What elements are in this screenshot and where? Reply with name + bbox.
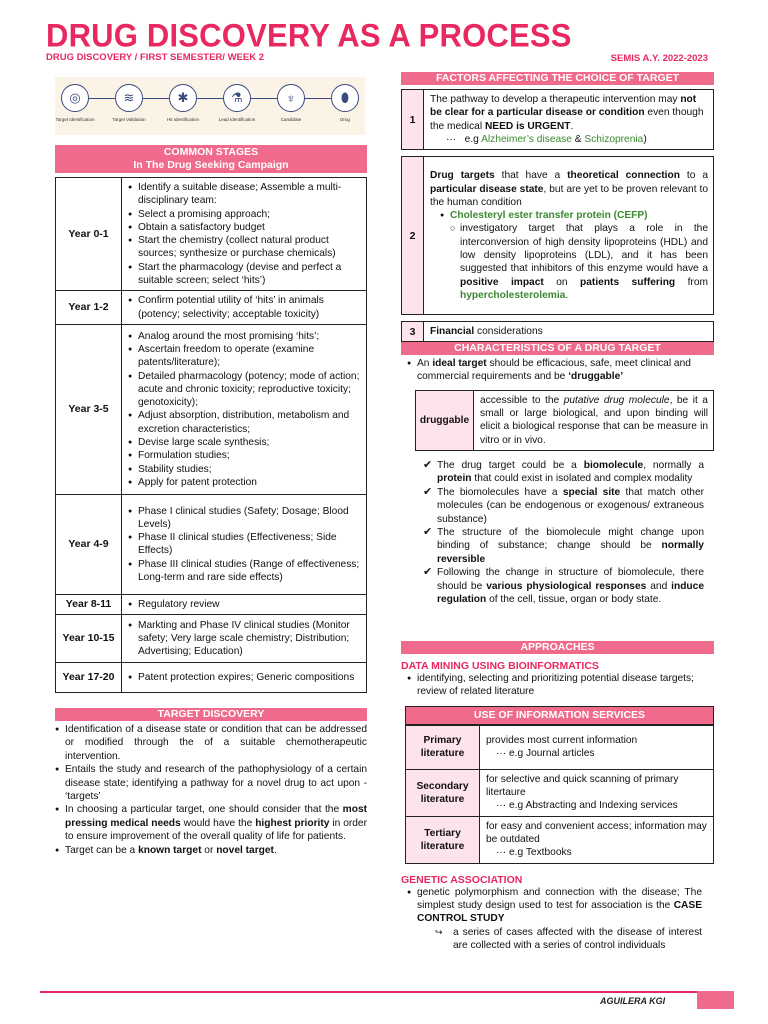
stage-year: Year 0-1 [56,178,122,291]
genetic-heading: GENETIC ASSOCIATION [401,873,523,886]
page-subtitle: DRUG DISCOVERY / FIRST SEMESTER/ WEEK 2 [46,52,265,63]
list-item: ● Identification of a disease state or condition that can be addressed or modified through the of a suitable chemotherapeutic intervention. [55,723,367,763]
info-services-block [405,706,714,864]
characteristics-heading: CHARACTERISTICS OF A DRUG TARGET [401,342,714,355]
approaches-section [401,641,714,953]
factor-2-text: Drug targets that have a theoretical connection to a particular disease state, but are yet to be proven relevant to the human condition ● Cholesteryl ester transfer protein (CEFP) ○ investigatory target that plays a role in the interconversion of high density lipoproteins (HDL) and low density lipoproteins (LDL), and it has been suggested that inhibitors of this enzyme would have a positive impact on patients suffering from hypercholesterolemia. [424,157,714,315]
info-services-table [405,725,714,864]
list-item: ● In choosing a particular target, one should consider that the most pressing medical needs would have the highest priority in order to ensure improvement of the overall quality of life for patients. [55,803,367,843]
ellipsis-icon: ··· [496,847,510,859]
pipeline-step-label: Drug [340,117,350,122]
target-icon: ◎ [61,84,89,112]
molecule-icon: ✱ [169,84,197,112]
list-item: ● genetic polymorphism and connection with the disease; The simplest study design used to test for association is the CASE CONTROL STUDY ↪ a series of cases affected with the disease of interest are collected with a series of control individuals [407,886,702,953]
table-row [406,769,714,816]
list-item: ● Start the pharmacology (devise and perfect a suitable screen; select ‘hits’) [128,261,361,288]
stage-tasks [122,594,367,614]
info-description [480,769,714,816]
stage-tasks [122,324,367,494]
factors-table [401,89,714,150]
factor-number: 3 [402,322,424,342]
target-discovery-section [55,708,367,857]
info-example: ··· e.g Textbooks [496,847,572,859]
info-description [480,816,714,863]
footer-line [40,991,734,993]
semester-label: SEMIS A.Y. 2022-2023 [610,53,708,64]
characteristics-list [423,459,714,606]
list-item: ● Regulatory review [128,598,361,611]
info-services-heading: USE OF INFORMATION SERVICES [405,706,714,725]
pipeline-step-label: Target Validation [112,117,146,122]
table-row [406,725,714,769]
info-example: ··· e.g Journal articles [496,748,595,760]
stages-heading-line1: COMMON STAGES [163,146,259,158]
stage-year: Year 1-2 [56,291,122,325]
list-item: ● Phase II clinical studies (Effectiveness; Side Effects) [128,531,361,558]
stage-tasks [122,663,367,693]
list-item: ● Apply for patent protection [128,476,361,489]
pipeline-step-label: Lead Identification [218,117,256,122]
list-item: ● Formulation studies; [128,449,361,462]
stage-tasks [122,178,367,291]
druggable-table [415,390,714,451]
table-row [56,615,367,663]
characteristics-section [401,342,714,606]
stage-tasks [122,615,367,663]
stage-tasks [122,494,367,594]
pipeline-step-label: Target Identification [55,117,95,122]
stage-year: Year 10-15 [56,615,122,663]
genetic-list [407,886,714,953]
table-row [56,324,367,494]
target-discovery-heading: TARGET DISCOVERY [55,708,367,721]
list-item: ● Entails the study and research of the pathophysiology of a certain disease state; identifying a pathway for a novel drug to act upon - ‘targets’ [55,763,367,803]
factor-number: 2 [402,157,424,315]
target-discovery-list [55,723,367,857]
info-example: ··· e.g Abstracting and Indexing services [496,800,678,812]
dna-icon: ≋ [115,84,143,112]
list-item: ● Patent protection expires; Generic compositions [128,671,361,684]
list-item: ● Detailed pharmacology (potency; mode of action; acute and chronic toxicity; reproductive toxicity; genotoxicity); [128,370,361,410]
ellipsis-icon: ··· [496,748,510,760]
pipeline-step-label: Hit Identification [166,117,200,122]
info-desc-text: for selective and quick scanning of primary litertaure [486,773,679,799]
list-item: ● Select a promising approach; [128,208,361,221]
factors-table-2 [401,156,714,315]
info-desc-text: provides most current information [486,735,638,747]
list-item: ✔ Following the change in structure of biomolecule, there should be various physiological responses and induce regulation of the cell, tissue, organ or body state. [423,566,704,606]
ellipsis-icon: ··· [496,800,510,812]
list-item: ● Identify a suitable disease; Assemble a multi-disciplinary team: [128,181,361,208]
pill-icon: ⬮ [331,84,359,112]
list-item: ● Devise large scale synthesis; [128,436,361,449]
info-label: Secondary literature [406,769,480,816]
list-item: ● Analog around the most promising ‘hits’; [128,330,361,343]
page-title: DRUG DISCOVERY AS A PROCESS [46,17,572,54]
flask-icon: ⚗ [223,84,251,112]
list-item: ● Phase III clinical studies (Range of effectiveness; Long-term and rare side effects) [128,558,361,585]
stage-year: Year 8-11 [56,594,122,614]
list-item: ● Obtain a satisfactory budget [128,221,361,234]
factors-table-3 [401,321,714,342]
list-item: ● Stability studies; [128,463,361,476]
arrow-icon: ↪ [435,926,443,937]
list-item: ✔ The biomolecules have a special site that match other molecules (can be endogenous or exogenous/ extraneous substance) [423,486,704,526]
druggable-label: druggable [416,390,474,450]
footer-box [697,991,734,1009]
table-row [56,594,367,614]
pipeline-step-label: Candidate [280,117,302,122]
list-item: ● Target can be a known target or novel target. [55,844,367,857]
genetic-sub-item: ↪ a series of cases affected with the disease of interest are collected with a series of control individuals [435,926,702,952]
trophy-icon: ♆ [277,84,305,112]
factor-1-text: The pathway to develop a therapeutic intervention may not be clear for a particular disease or condition even though the medical NEED is URGENT. ··· e.g Alzheimer’s disease & Schizoprenia) [424,90,714,150]
data-mining-heading: DATA MINING USING BIOINFORMATICS [401,660,599,672]
factors-heading: FACTORS AFFECTING THE CHOICE OF TARGET [401,72,714,85]
info-label: Tertiary literature [406,816,480,863]
list-item: ● Confirm potential utility of ‘hits’ in animals (potency; selectivity; acceptable toxicity) [128,294,361,321]
stages-heading [55,145,367,173]
factor-number: 1 [402,90,424,150]
list-item: ● Start the chemistry (collect natural product sources; synthesize or purchase chemicals) [128,234,361,261]
table-row [56,291,367,325]
characteristics-intro: ● An ideal target should be efficacious, safe, meet clinical and commercial requirements and be ‘druggable’ [407,357,714,384]
table-row [56,663,367,693]
stages-heading-line2: In The Drug Seeking Campaign [133,159,289,171]
table-row [56,178,367,291]
info-label: Primary literature [406,725,480,769]
stage-year: Year 17-20 [56,663,122,693]
list-item: ✔ The drug target could be a biomolecule, normally a protein that could exist in isolated and complex modality [423,459,704,486]
approaches-heading: APPROACHES [401,641,714,654]
pipeline-strip [55,77,365,135]
stage-tasks [122,291,367,325]
factor-3-text: Financial considerations [424,322,714,342]
list-item: ✔ The structure of the biomolecule might change upon binding of substance; change should be normally reversible [423,526,704,566]
info-desc-text: for easy and convenient access; information may be outdated [486,820,707,845]
table-row [56,494,367,594]
data-mining-list [407,672,714,699]
stages-table [55,177,367,693]
list-item: ● Markting and Phase IV clinical studies (Monitor safety; Very large scale chemistry; Distribution; Advertising; Education) [128,619,361,659]
info-description [480,725,714,769]
list-item: ● Adjust absorption, distribution, metabolism and excretion characteristics; [128,409,361,436]
stage-year: Year 4-9 [56,494,122,594]
list-item: ● identifying, selecting and prioritizing potential disease targets; review of related literature [407,672,704,699]
factors-section [401,72,714,342]
stage-year: Year 3-5 [56,324,122,494]
footer-author: AGUILERA KGI [600,996,666,1006]
table-row [406,816,714,863]
list-item: ● Phase I clinical studies (Safety; Dosage; Blood Levels) [128,505,361,532]
list-item: ● Ascertain freedom to operate (examine patents/literature); [128,343,361,370]
druggable-definition: accessible to the putative drug molecule, be it a small or large biological, and upon binding will elicit a biological response that can be measure in vitro or in vivo. [474,390,714,450]
